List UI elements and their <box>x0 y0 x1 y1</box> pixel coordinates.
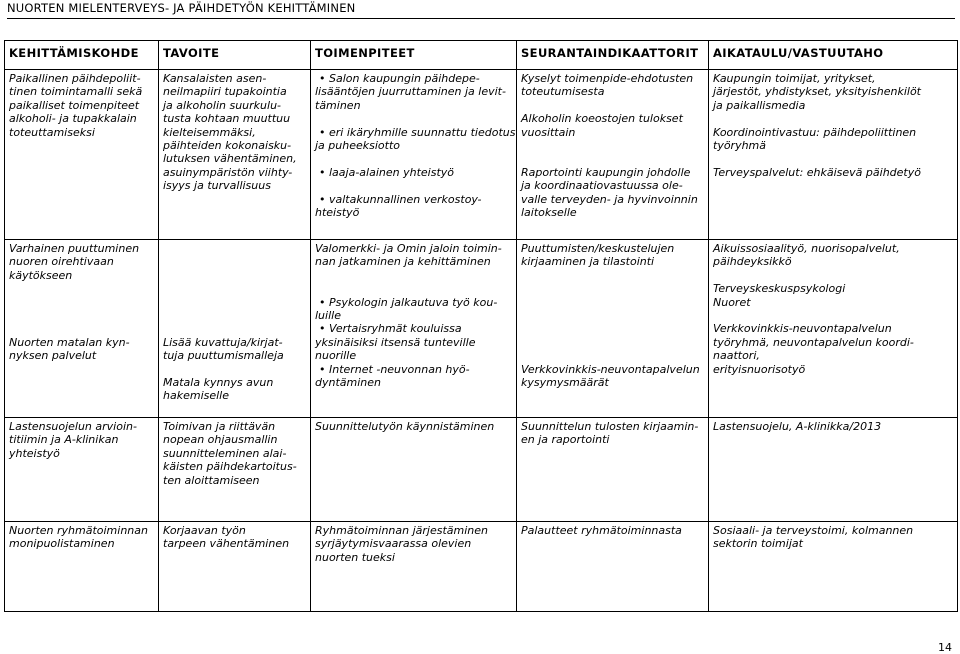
cell-line: Nuorten matalan kyn- <box>9 335 130 349</box>
cell-line: käytökseen <box>9 268 73 282</box>
cell-line: paikalliset toimenpiteet <box>9 98 140 112</box>
cell-line: • Internet -neuvonnan hyö- <box>319 362 470 376</box>
blank-line <box>521 349 704 362</box>
cell-line: Alkoholin koeostojen tulokset <box>521 112 683 126</box>
cell-line: nuorten tueksi <box>315 550 395 564</box>
cell-kohde <box>5 70 159 240</box>
blank-line <box>315 269 512 282</box>
blank-line <box>315 282 512 295</box>
table-header-row <box>5 41 958 70</box>
cell-line: yksinäisiksi itsensä tunteville <box>315 335 476 349</box>
cell-line: Matala kynnys avun <box>163 375 274 389</box>
column-header-toimenpiteet: TOIMENPITEET <box>311 41 517 70</box>
blank-line <box>713 269 953 282</box>
cell-line: • laaja-alainen yhteistyö <box>319 165 454 179</box>
cell-toimenpiteet <box>311 240 517 418</box>
cell-line: suunnitteleminen alai- <box>163 446 287 460</box>
cell-line: nuoren oirehtivaan <box>9 255 114 269</box>
cell-toimenpiteet <box>311 418 517 522</box>
blank-line <box>521 152 704 165</box>
blank-line <box>163 322 306 335</box>
cell-line: kysymysmäärät <box>521 375 609 389</box>
cell-line: Lastensuojelun arvioin- <box>9 420 137 433</box>
cell-line: tinen toimintamalli sekä <box>9 85 143 99</box>
cell-line: Verkkovinkkis-neuvontapalvelun <box>713 322 892 336</box>
blank-line <box>163 309 306 322</box>
cell-line: valle terveyden- ja hyvinvoinnin <box>521 192 698 206</box>
cell-line: yhteistyö <box>9 446 60 460</box>
cell-line: nan jatkaminen ja kehittäminen <box>315 255 491 269</box>
cell-line: toteutumisesta <box>521 85 605 99</box>
cell-tavoite <box>159 522 311 612</box>
cell-line: asuinympäristön viihty- <box>163 165 293 179</box>
table-row <box>5 522 958 612</box>
page-number: 14 <box>938 641 952 654</box>
cell-line: päihdeyksikkö <box>713 255 792 269</box>
blank-line <box>9 282 154 295</box>
cell-line: nopean ohjausmallin <box>163 433 278 447</box>
cell-line: laitokselle <box>521 206 577 220</box>
cell-line: • Vertaisryhmät kouluissa <box>319 322 462 336</box>
column-header-kehittamiskohde: KEHITTÄMISKOHDE <box>5 41 159 70</box>
cell-seuranta <box>517 240 709 418</box>
cell-line: alkoholi- ja tupakkalain <box>9 112 137 126</box>
cell-line: Aikuissosiaalityö, nuorisopalvelut, <box>713 242 900 255</box>
blank-line <box>163 255 306 268</box>
cell-line: • valtakunnallinen verkostoy- <box>319 192 482 206</box>
cell-line: kirjaaminen ja tilastointi <box>521 255 655 269</box>
blank-line <box>521 322 704 335</box>
cell-line: Koordinointivastuu: päihdepoliittinen <box>713 125 917 139</box>
column-header-tavoite: TAVOITE <box>159 41 311 70</box>
blank-line <box>163 296 306 309</box>
blank-line <box>521 282 704 295</box>
cell-line: naattori, <box>713 349 760 363</box>
cell-line: Ryhmätoiminnan järjestäminen <box>315 524 489 537</box>
cell-line: Valomerkki- ja Omin jaloin toimin- <box>315 242 502 255</box>
cell-line: Palautteet ryhmätoiminnasta <box>521 524 682 537</box>
cell-line: erityisnuorisotyö <box>713 362 806 376</box>
blank-line <box>9 296 154 309</box>
table-row <box>5 240 958 418</box>
cell-line: neilmapiiri tupakointia <box>163 85 287 99</box>
cell-toimenpiteet <box>311 70 517 240</box>
cell-tavoite <box>159 418 311 522</box>
blank-line <box>9 322 154 335</box>
blank-line <box>521 99 704 112</box>
cell-line: Korjaavan työn <box>163 524 246 537</box>
cell-line: lisääntöjen juurruttaminen ja levit- <box>315 85 506 99</box>
cell-line: Suunnittelutyön käynnistäminen <box>315 420 495 433</box>
cell-line: päihteiden kokonaisku- <box>163 139 292 153</box>
cell-line: Nuorten ryhmätoiminnan <box>9 524 148 537</box>
blank-line <box>521 336 704 349</box>
cell-line: Suunnittelun tulosten kirjaamin- <box>521 420 699 433</box>
blank-line <box>713 112 953 125</box>
cell-line: Kansalaisten asen- <box>163 72 267 85</box>
cell-tavoite <box>159 70 311 240</box>
blank-line <box>713 309 953 322</box>
cell-line: Varhainen puuttuminen <box>9 242 140 255</box>
cell-line: hakemiselle <box>163 389 229 403</box>
cell-line: ten aloittamiseen <box>163 473 260 487</box>
blank-line <box>9 309 154 322</box>
cell-toimenpiteet <box>311 522 517 612</box>
development-plan-table <box>4 40 958 612</box>
cell-line: tuja puuttumismalleja <box>163 349 284 363</box>
cell-line: nuorille <box>315 349 357 363</box>
blank-line <box>521 309 704 322</box>
document-header <box>7 0 955 19</box>
cell-line: järjestöt, yhdistykset, yksityishenkilöt <box>713 85 921 99</box>
cell-line: • Psykologin jalkautuva työ kou- <box>319 295 498 309</box>
cell-aikataulu <box>709 240 958 418</box>
table-row <box>5 418 958 522</box>
blank-line <box>521 269 704 282</box>
cell-kohde <box>5 522 159 612</box>
cell-line: • eri ikäryhmille suunnattu tiedotus <box>319 125 516 139</box>
cell-line: syrjäytymisvaarassa olevien <box>315 537 472 551</box>
cell-seuranta <box>517 522 709 612</box>
blank-line <box>713 152 953 165</box>
cell-line: Verkkovinkkis-neuvontapalvelun <box>521 362 700 376</box>
cell-line: Terveyspalvelut: ehkäisevä päihdetyö <box>713 165 921 179</box>
cell-line: lutuksen vähentäminen, <box>163 152 297 166</box>
cell-line: työryhmä, neuvontapalvelun koordi- <box>713 335 914 349</box>
blank-line <box>163 269 306 282</box>
cell-line: en ja raportointi <box>521 433 610 447</box>
cell-line: ja koordinaatiovastuussa ole- <box>521 179 683 193</box>
cell-line: Toimivan ja riittävän <box>163 420 276 433</box>
cell-line: Lastensuojelu, A-klinikka/2013 <box>713 420 882 433</box>
cell-seuranta <box>517 70 709 240</box>
blank-line <box>163 363 306 376</box>
blank-line <box>163 242 306 255</box>
cell-line: sektorin toimijat <box>713 537 803 551</box>
cell-line: tusta kohtaan muuttuu <box>163 112 291 126</box>
cell-seuranta <box>517 418 709 522</box>
blank-line <box>163 282 306 295</box>
cell-line: nyksen palvelut <box>9 349 97 363</box>
cell-line: Nuoret <box>713 295 751 309</box>
cell-line: Raportointi kaupungin johdolle <box>521 165 691 179</box>
cell-line: isyys ja turvallisuus <box>163 179 271 193</box>
cell-aikataulu <box>709 70 958 240</box>
cell-line: ja puheeksiotto <box>315 139 400 153</box>
cell-line: Paikallinen päihdepoliit- <box>9 72 141 85</box>
cell-kohde <box>5 240 159 418</box>
cell-line: vuosittain <box>521 125 576 139</box>
cell-kohde <box>5 418 159 522</box>
cell-line: kielteisemmäksi, <box>163 125 256 139</box>
cell-line: toteuttamiseksi <box>9 125 95 139</box>
blank-line <box>521 139 704 152</box>
cell-aikataulu <box>709 418 958 522</box>
column-header-seurantaindikaattorit: SEURANTAINDIKAATTORIT <box>517 41 709 70</box>
cell-line: tarpeen vähentäminen <box>163 537 290 551</box>
cell-tavoite <box>159 240 311 418</box>
cell-line: hteistyö <box>315 206 360 220</box>
document-title: NUORTEN MIELENTERVEYS- JA PÄIHDETYÖN KEHITTÄMINEN <box>7 1 356 15</box>
cell-line: Lisää kuvattuja/kirjat- <box>163 335 283 349</box>
cell-line: titiimin ja A-klinikan <box>9 433 119 447</box>
cell-line: Sosiaali- ja terveystoimi, kolmannen <box>713 524 914 537</box>
blank-line <box>315 179 512 192</box>
blank-line <box>521 296 704 309</box>
cell-line: täminen <box>315 98 361 112</box>
cell-line: käisten päihdekartoitus- <box>163 460 297 474</box>
blank-line <box>315 152 512 165</box>
table-row <box>5 70 958 240</box>
cell-line: dyntäminen <box>315 376 381 390</box>
blank-line <box>315 112 512 125</box>
cell-line: monipuolistaminen <box>9 537 115 551</box>
cell-line: Puuttumisten/keskustelujen <box>521 242 675 255</box>
cell-aikataulu <box>709 522 958 612</box>
cell-line: ja alkoholin suurkulu- <box>163 98 282 112</box>
column-header-aikataulu-vastuutaho: AIKATAULU/VASTUUTAHO <box>709 41 958 70</box>
cell-line: työryhmä <box>713 139 767 153</box>
cell-line: Kyselyt toimenpide-ehdotusten <box>521 72 694 85</box>
cell-line: Terveyskeskuspsykologi <box>713 282 846 296</box>
cell-line: ja paikallismedia <box>713 98 806 112</box>
cell-line: • Salon kaupungin päihdepe- <box>319 72 480 85</box>
cell-line: Kaupungin toimijat, yritykset, <box>713 72 876 85</box>
cell-line: luille <box>315 309 341 322</box>
